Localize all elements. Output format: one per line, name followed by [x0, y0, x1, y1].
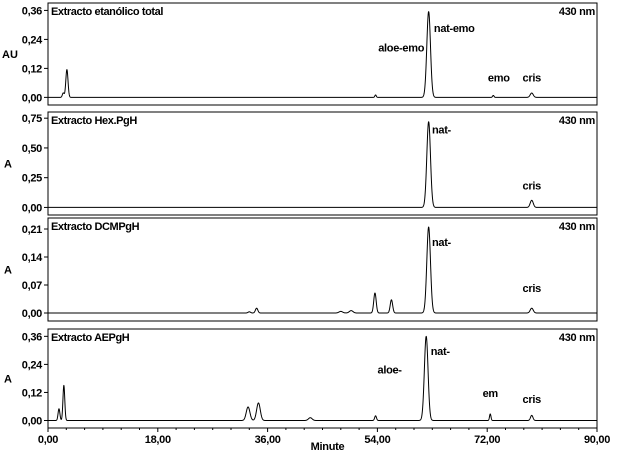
peak-annotation: em: [482, 388, 498, 401]
y-tick-label: 0,00: [21, 308, 42, 320]
peak-annotation: cris: [522, 393, 541, 406]
y-tick-label: 0,25: [21, 172, 42, 185]
panel-frame: [48, 112, 597, 215]
peak-annotation: nat-: [431, 124, 451, 137]
y-axis-label: AU: [2, 49, 18, 61]
y-tick-label: 0,00: [21, 415, 42, 428]
x-tick-label: 54,00: [364, 434, 391, 446]
x-tick-label: 36,00: [254, 434, 281, 446]
panel-title: Extracto Hex.PgH: [51, 115, 137, 127]
y-axis-label: A: [4, 264, 12, 277]
y-tick-label: 0,24: [21, 34, 42, 47]
panel-title: Extracto AEPgH: [51, 332, 130, 344]
x-tick-label: 18,00: [144, 434, 171, 446]
y-tick-label: 0,24: [21, 359, 42, 372]
panel-frame: [48, 218, 597, 321]
y-tick-label: 0,00: [21, 92, 42, 105]
y-tick-label: 0,21: [21, 224, 42, 236]
y-axis-label: A: [4, 158, 12, 171]
chromatogram-trace: [48, 336, 597, 420]
wavelength-label: 430 nm: [558, 221, 595, 233]
peak-annotation: nat-: [430, 346, 450, 359]
y-tick-label: 0,36: [21, 331, 42, 344]
panel-title: Extracto etanólico total: [51, 6, 164, 18]
y-tick-label: 0,12: [21, 63, 42, 76]
x-tick-label: 90,00: [583, 434, 611, 446]
chromatogram-trace: [48, 122, 597, 208]
peak-annotation: nat-emo: [433, 23, 475, 36]
y-tick-label: 0,00: [21, 202, 42, 215]
y-tick-label: 0,12: [21, 387, 42, 400]
peak-annotation: cris: [522, 283, 541, 296]
y-tick-label: 0,36: [21, 5, 42, 18]
y-tick-label: 0,14: [21, 252, 42, 264]
y-axis-label: A: [4, 373, 12, 386]
panel-frame: [48, 3, 597, 105]
y-tick-label: 0,50: [21, 142, 42, 155]
x-axis-label: Minute: [310, 441, 345, 453]
y-tick-label: 0,75: [21, 113, 42, 126]
wavelength-label: 430 nm: [558, 332, 595, 344]
peak-annotation: emo: [487, 72, 510, 85]
chromatogram-trace: [48, 227, 597, 313]
y-tick-label: 0,07: [21, 280, 42, 292]
wavelength-label: 430 nm: [558, 6, 595, 18]
panel-frame: [48, 329, 597, 428]
chromatogram-trace: [48, 12, 597, 98]
peak-annotation: cris: [522, 72, 541, 85]
peak-annotation: aloe-emo: [378, 42, 425, 55]
x-tick-label: 0,00: [37, 434, 59, 446]
peak-annotation: nat-: [431, 237, 451, 250]
x-tick-label: 72,00: [474, 434, 501, 446]
wavelength-label: 430 nm: [558, 115, 595, 127]
peak-annotation: cris: [522, 180, 541, 193]
peak-annotation: aloe-: [377, 364, 402, 377]
panel-title: Extracto DCMPgH: [51, 221, 140, 233]
